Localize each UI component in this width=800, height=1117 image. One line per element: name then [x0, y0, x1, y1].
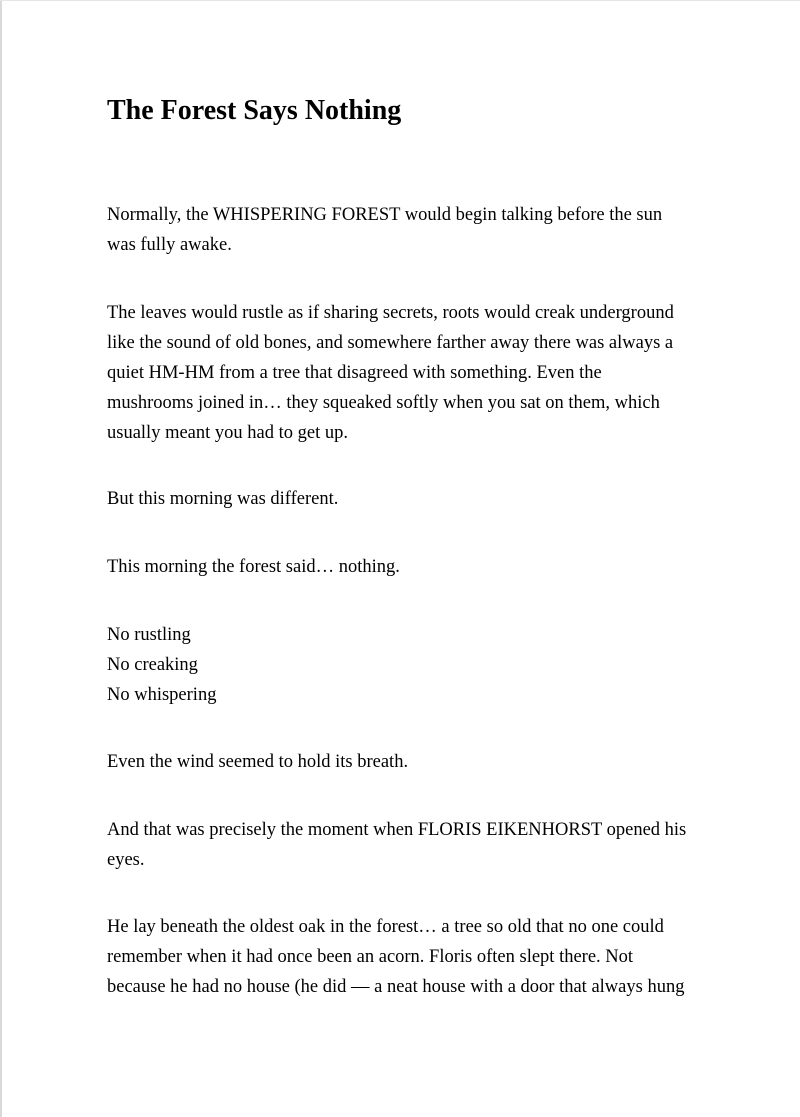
text-line: Even the wind seemed to hold its breath. — [107, 752, 409, 772]
paragraph-6 — [107, 747, 707, 777]
text-line: No rustling — [107, 625, 191, 645]
text-line: eyes. — [107, 850, 145, 870]
text-line: No whispering — [107, 685, 217, 705]
page-edge-top — [0, 0, 800, 1]
text-line: The leaves would rustle as if sharing secrets, roots would creak underground — [107, 303, 674, 323]
paragraph-7 — [107, 815, 707, 875]
paragraph-5 — [107, 620, 707, 710]
text-line: This morning the forest said… nothing. — [107, 557, 400, 577]
page-edge — [0, 0, 2, 1117]
text-line: Normally, the WHISPERING FOREST would begin talking before the sun — [107, 205, 663, 225]
text-line: remember when it had once been an acorn. Floris often slept there. Not — [107, 947, 634, 967]
document-title: The Forest Says Nothing — [107, 95, 402, 126]
paragraph-8 — [107, 912, 707, 1002]
text-line: No creaking — [107, 655, 198, 675]
text-line: But this morning was different. — [107, 489, 339, 509]
text-line: And that was precisely the moment when FLORIS EIKENHORST opened his — [107, 820, 687, 840]
text-line: mushrooms joined in… they squeaked softly when you sat on them, which — [107, 393, 660, 413]
text-line: was fully awake. — [107, 235, 232, 255]
paragraph-4 — [107, 552, 707, 582]
paragraph-2 — [107, 298, 707, 448]
text-line: He lay beneath the oldest oak in the forest… a tree so old that no one could — [107, 917, 664, 937]
text-line: like the sound of old bones, and somewhere farther away there was always a — [107, 333, 674, 353]
text-line: quiet HM-HM from a tree that disagreed with something. Even the — [107, 363, 602, 383]
text-line: usually meant you had to get up. — [107, 423, 348, 443]
text-line: because he had no house (he did — a neat house with a door that always hung — [107, 977, 685, 997]
paragraph-1 — [107, 200, 707, 260]
paragraph-3 — [107, 484, 707, 514]
